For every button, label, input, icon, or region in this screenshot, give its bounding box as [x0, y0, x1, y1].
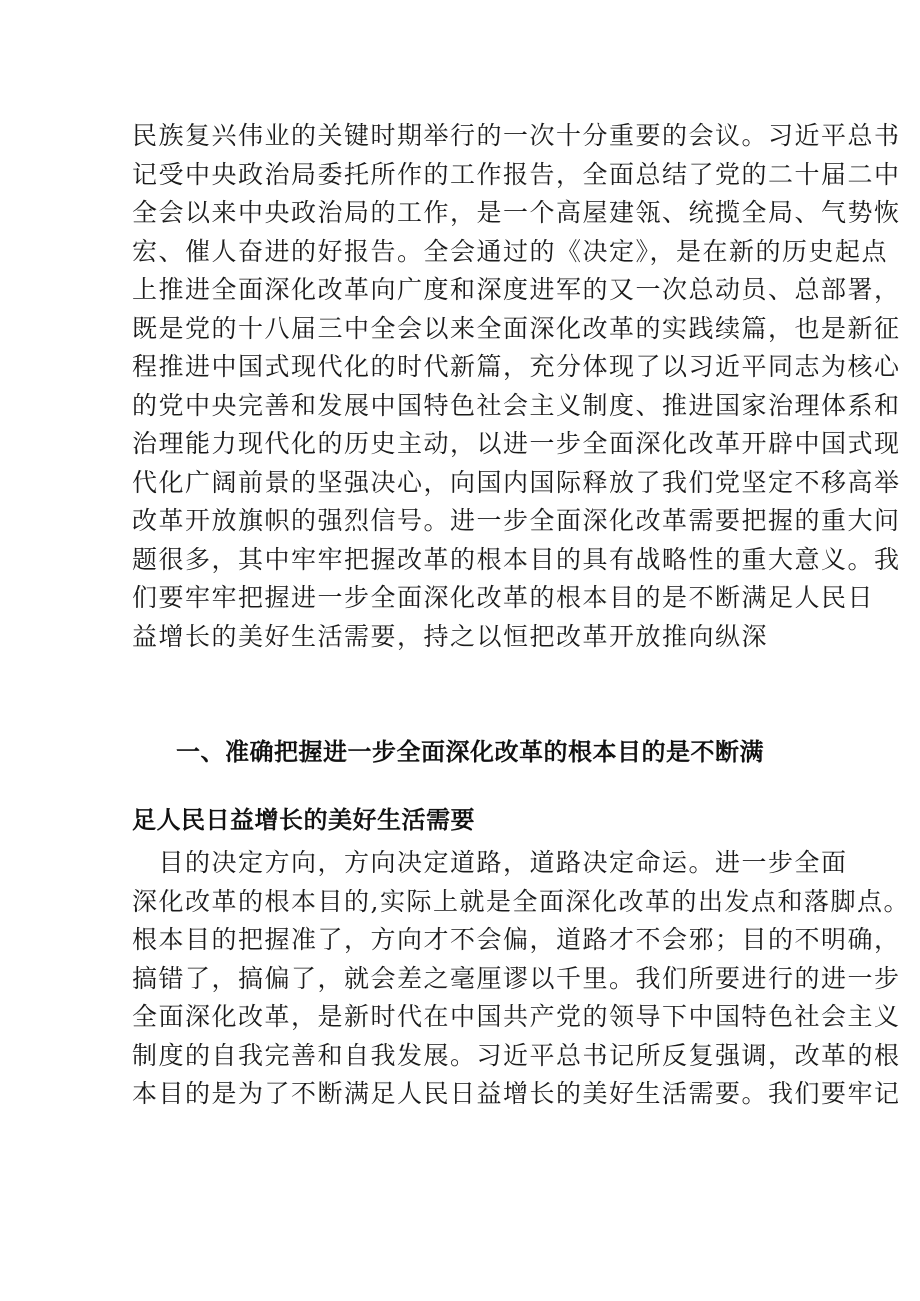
text-line: 民族复兴伟业的关键时期举行的一次十分重要的会议。习近平总书 [132, 121, 901, 150]
text-line: 既是党的十八届三中全会以来全面深化改革的实践续篇，也是新征 [132, 313, 901, 343]
text-line: 们要牢牢把握进一步全面深化改革的根本目的是不断满足人民日 [132, 583, 875, 612]
text-line: 代化广阔前景的坚强决心，向国内国际释放了我们党坚定不移高举 [132, 467, 901, 497]
text-line: 程推进中国式现代化的时代新篇，充分体现了以习近平同志为核心 [132, 352, 901, 381]
text-line: 本目的是为了不断满足人民日益增长的美好生活需要。我们要牢记 [132, 1079, 901, 1108]
text-line: 搞错了，搞偏了，就会差之毫厘谬以千里。我们所要进行的进一步 [132, 963, 901, 993]
text-line: 宏、催人奋进的好报告。全会通过的《决定》，是在新的历史起点 [132, 236, 889, 266]
text-line: 根本目的把握准了，方向才不会偏，道路才不会邪；目的不明确， [132, 925, 901, 954]
text-line: 全面深化改革，是新时代在中国共产党的领导下中国特色社会主义 [132, 1002, 901, 1031]
text-line: 记受中央政治局委托所作的工作报告，全面总结了党的二十届二中 [132, 159, 901, 189]
text-line: 深化改革的根本目的,实际上就是全面深化改革的出发点和落脚点。 [132, 886, 910, 916]
section-heading-line-1: 一、准确把握进一步全面深化改革的根本目的是不断满 [176, 738, 764, 766]
text-line: 全会以来中央政治局的工作，是一个高屋建瓴、统揽全局、气势恢 [132, 198, 901, 227]
section-heading-line-2: 足人民日益增长的美好生活需要 [132, 806, 475, 834]
text-line: 制度的自我完善和自我发展。习近平总书记所反复强调，改革的根 [132, 1040, 901, 1070]
text-line: 改革开放旗帜的强烈信号。进一步全面深化改革需要把握的重大问 [132, 506, 901, 535]
text-line: 目的决定方向，方向决定道路，道路决定命运。进一步全面 [132, 848, 848, 877]
text-line: 题很多，其中牢牢把握改革的根本目的具有战略性的重大意义。我 [132, 544, 901, 574]
body-paragraph-one [132, 117, 901, 656]
text-line: 治理能力现代化的历史主动，以进一步全面深化改革开辟中国式现 [132, 429, 901, 458]
text-line: 上推进全面深化改革向广度和深度进军的又一次总动员、总部署， [132, 275, 901, 304]
text-line: 益增长的美好生活需要，持之以恒把改革开放推向纵深 [132, 621, 769, 651]
text-line: 的党中央完善和发展中国特色社会主义制度、推进国家治理体系和 [132, 390, 901, 420]
body-paragraph-two [132, 844, 910, 1114]
